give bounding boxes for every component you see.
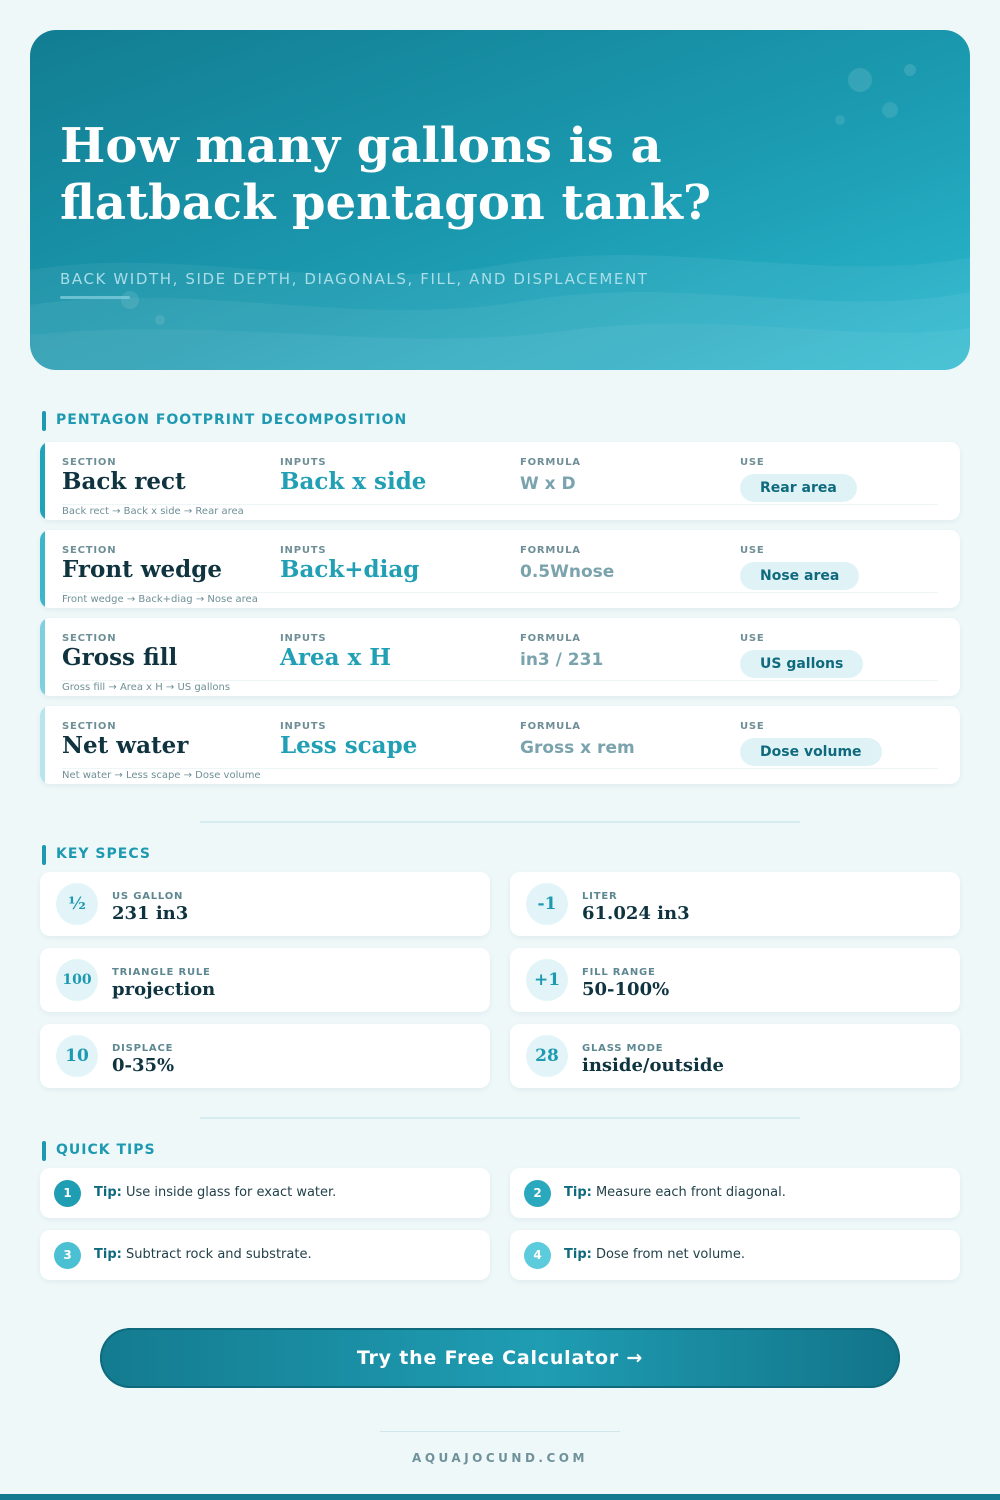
- section-name: Front wedge: [62, 556, 222, 583]
- tip-prefix: Tip:: [564, 1247, 592, 1262]
- footer-site-name: AQUAJOCUND.COM: [412, 1451, 588, 1465]
- bottom-accent-bar: [0, 1494, 1000, 1500]
- spec-icon: ½: [56, 883, 98, 925]
- spec-label: TRIANGLE RULE: [112, 967, 211, 978]
- inputs-value: Back x side: [280, 468, 427, 495]
- spec-label: DISPLACE: [112, 1043, 174, 1054]
- decomposition-heading: PENTAGON FOOTPRINT DECOMPOSITION: [42, 412, 407, 428]
- decomposition-row: [40, 442, 960, 520]
- spec-card: [40, 1024, 490, 1088]
- spec-value: 61.024 in3: [582, 903, 690, 924]
- spec-icon: -1: [526, 883, 568, 925]
- formula-value: in3 / 231: [520, 650, 604, 670]
- row-flow-caption: Front wedge → Back+diag → Nose area: [62, 594, 258, 605]
- decomposition-row: [40, 530, 960, 608]
- spec-icon: 28: [526, 1035, 568, 1077]
- tip-prefix: Tip:: [94, 1247, 122, 1262]
- use-badge: Rear area: [740, 474, 857, 502]
- spec-value: inside/outside: [582, 1055, 724, 1076]
- formula-value: Gross x rem: [520, 738, 635, 758]
- formula-value: W x D: [520, 474, 576, 494]
- spec-card: [510, 1024, 960, 1088]
- tip-body: Measure each front diagonal.: [595, 1185, 786, 1200]
- row-divider: [62, 680, 938, 681]
- tip-number-badge: 3: [54, 1242, 81, 1269]
- section-divider: [200, 1117, 800, 1119]
- use-badge: US gallons: [740, 650, 863, 678]
- hero-banner: [30, 30, 970, 370]
- tip-number-badge: 1: [54, 1180, 81, 1207]
- tip-card: [510, 1168, 960, 1218]
- row-accent-bar: [40, 442, 45, 520]
- spec-value: 231 in3: [112, 903, 189, 924]
- footer-divider: [380, 1431, 620, 1432]
- decomposition-row: [40, 706, 960, 784]
- inputs-value: Back+diag: [280, 556, 420, 583]
- spec-card: [510, 948, 960, 1012]
- specs-heading: KEY SPECS: [42, 846, 151, 862]
- row-divider: [62, 768, 938, 769]
- inputs-label: INPUTS: [280, 633, 327, 644]
- free-calculator-button[interactable]: Try the Free Calculator →: [100, 1328, 900, 1388]
- spec-label: GLASS MODE: [582, 1043, 664, 1054]
- row-flow-caption: Gross fill → Area x H → US gallons: [62, 682, 231, 693]
- spec-card: [510, 872, 960, 936]
- section-name: Back rect: [62, 468, 186, 495]
- page-subtitle: BACK WIDTH, SIDE DEPTH, DIAGONALS, FILL, AND DISPLACEMENT: [60, 270, 649, 288]
- tip-number-badge: 4: [524, 1242, 551, 1269]
- use-badge: Dose volume: [740, 738, 882, 766]
- section-label: SECTION: [62, 457, 117, 468]
- section-divider: [200, 821, 800, 823]
- spec-label: US GALLON: [112, 891, 184, 902]
- inputs-label: INPUTS: [280, 721, 327, 732]
- row-accent-bar: [40, 530, 45, 608]
- row-divider: [62, 504, 938, 505]
- use-label: USE: [740, 457, 765, 468]
- section-name: Net water: [62, 732, 189, 759]
- tip-number-badge: 2: [524, 1180, 551, 1207]
- use-label: USE: [740, 721, 765, 732]
- spec-value: 50-100%: [582, 979, 670, 1000]
- spec-card: [40, 948, 490, 1012]
- tips-heading: QUICK TIPS: [42, 1142, 156, 1158]
- tip-card: [510, 1230, 960, 1280]
- tip-body: Use inside glass for exact water.: [125, 1185, 337, 1200]
- formula-value: 0.5Wnose: [520, 562, 615, 582]
- tip-card: [40, 1168, 490, 1218]
- tip-body: Subtract rock and substrate.: [125, 1247, 312, 1262]
- page-title: How many gallons is a flatback pentagon tank?: [60, 118, 712, 231]
- tip-text: [564, 1185, 786, 1200]
- tip-text: [94, 1185, 336, 1200]
- row-accent-bar: [40, 706, 45, 784]
- spec-icon: 100: [56, 959, 98, 1001]
- tip-prefix: Tip:: [94, 1185, 122, 1200]
- inputs-label: INPUTS: [280, 457, 327, 468]
- spec-card: [40, 872, 490, 936]
- row-flow-caption: Back rect → Back x side → Rear area: [62, 506, 244, 517]
- section-label: SECTION: [62, 721, 117, 732]
- section-label: SECTION: [62, 545, 117, 556]
- inputs-value: Area x H: [280, 644, 391, 671]
- tip-text: [94, 1247, 312, 1262]
- use-badge: Nose area: [740, 562, 859, 590]
- row-divider: [62, 592, 938, 593]
- inputs-value: Less scape: [280, 732, 418, 759]
- use-label: USE: [740, 545, 765, 556]
- formula-label: FORMULA: [520, 633, 581, 644]
- tip-text: [564, 1247, 745, 1262]
- decomposition-row: [40, 618, 960, 696]
- formula-label: FORMULA: [520, 721, 581, 732]
- section-name: Gross fill: [62, 644, 178, 671]
- tip-prefix: Tip:: [564, 1185, 592, 1200]
- tip-card: [40, 1230, 490, 1280]
- spec-value: projection: [112, 979, 216, 1000]
- spec-value: 0-35%: [112, 1055, 175, 1076]
- spec-icon: +1: [526, 959, 568, 1001]
- use-label: USE: [740, 633, 765, 644]
- tip-body: Dose from net volume.: [595, 1247, 745, 1262]
- formula-label: FORMULA: [520, 545, 581, 556]
- row-flow-caption: Net water → Less scape → Dose volume: [62, 770, 261, 781]
- spec-icon: 10: [56, 1035, 98, 1077]
- spec-label: LITER: [582, 891, 618, 902]
- spec-label: FILL RANGE: [582, 967, 656, 978]
- inputs-label: INPUTS: [280, 545, 327, 556]
- subtitle-underline: [60, 296, 130, 299]
- row-accent-bar: [40, 618, 45, 696]
- section-label: SECTION: [62, 633, 117, 644]
- formula-label: FORMULA: [520, 457, 581, 468]
